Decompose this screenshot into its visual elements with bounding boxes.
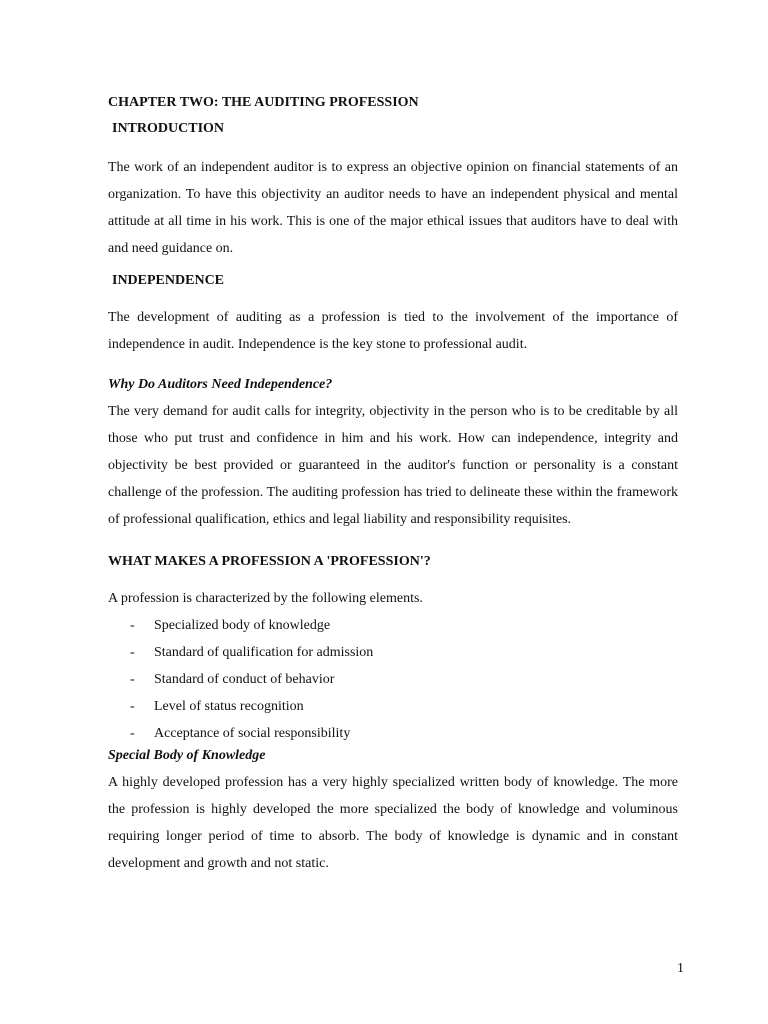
list-bullet: - xyxy=(130,726,135,741)
list-item-text: Acceptance of social responsibility xyxy=(154,726,351,741)
list-item-text: Standard of qualification for admission xyxy=(154,645,374,660)
independence-paragraph: The development of auditing as a profession is tied to the involvement of the importance of independence in audit. Independence is the key stone to professional audit. xyxy=(108,310,678,352)
page-content xyxy=(108,94,678,877)
list-bullet: - xyxy=(130,672,135,687)
list-bullet: - xyxy=(130,699,135,714)
introduction-paragraph: The work of an independent auditor is to express an objective opinion on financial statements of an organization. To have this objectivity an auditor needs to have an independent physical and mental attitude at all time in his work. This is one of the major ethical issues that auditors have to deal with and need guidance on. xyxy=(108,160,678,256)
chapter-title: CHAPTER TWO: THE AUDITING PROFESSION xyxy=(108,95,419,110)
introduction-heading: INTRODUCTION xyxy=(112,121,225,136)
list-bullet: - xyxy=(130,645,135,660)
special-body-paragraph: A highly developed profession has a very highly specialized written body of knowledge. The more the profession is highly developed the more specialized the body of knowledge and voluminous requiring longer period of time to absorb. The body of knowledge is dynamic and in constant development and growth and not static. xyxy=(108,775,678,871)
list-item xyxy=(108,666,678,693)
why-independence-paragraph: The very demand for audit calls for integrity, objectivity in the person who is to be creditable by all those who put trust and confidence in him and his work. How can independence, integrity and objectivity be best provided or guaranteed in the auditor's function or personality is a constant challenge of the profession. The auditing profession has tried to delineate these within the framework of professional qualification, ethics and legal liability and responsibility requisites. xyxy=(108,404,678,527)
why-independence-subheading: Why Do Auditors Need Independence? xyxy=(108,377,333,392)
list-item xyxy=(108,639,678,666)
list-item-text: Specialized body of knowledge xyxy=(154,618,331,633)
page-number: 1 xyxy=(677,961,684,976)
profession-elements-list xyxy=(108,612,678,747)
list-bullet: - xyxy=(130,618,135,633)
list-item xyxy=(108,693,678,720)
special-body-subheading: Special Body of Knowledge xyxy=(108,748,266,763)
independence-heading: INDEPENDENCE xyxy=(112,273,225,288)
profession-heading: WHAT MAKES A PROFESSION A 'PROFESSION'? xyxy=(108,554,431,569)
list-item xyxy=(108,612,678,639)
profession-intro: A profession is characterized by the following elements. xyxy=(108,591,423,606)
list-item xyxy=(108,720,678,747)
list-item-text: Standard of conduct of behavior xyxy=(154,672,335,687)
list-item-text: Level of status recognition xyxy=(154,699,304,714)
